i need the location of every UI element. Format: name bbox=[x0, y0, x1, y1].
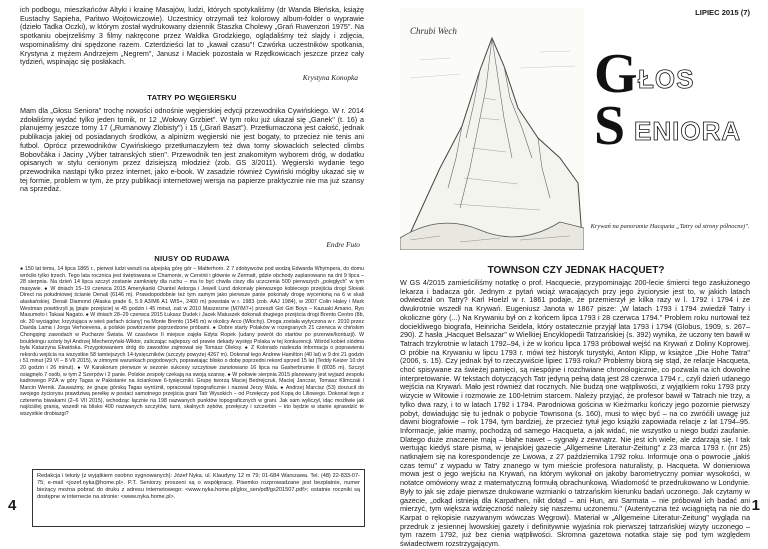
right-page bbox=[384, 0, 768, 549]
left-page bbox=[0, 0, 384, 543]
krywan-panorama-illustration bbox=[400, 8, 584, 250]
news-title: NIUSY OD RUDAWA bbox=[154, 254, 230, 263]
logo-letter-g: G bbox=[594, 43, 638, 105]
editorial-footer-text: Redakcja i teksty (z wyjątkiem osobno sygnowanych): Józef Nyka. ul. Klaudyny 12 m 79; 01-684 Warszawa. Tel. (48) 22-833-07-75; e-mail <jozef.nyka@home.pl>. P.T. Seniorzy proszeni są o współpracę. Pisemko rozprowadzane jest bezpłatnie, numer bieżący można pobrać do druku z adresu internetowego: <www.nyka.home.pl/glos_sen/pdf/gs201507.pdf>; ostatnie roczniki są dostępne w internecie na stronie: <www.nyka.home.pl>. bbox=[37, 473, 360, 500]
tatry-title: TATRY PO WĘGIERSKU bbox=[147, 93, 237, 102]
intro-section bbox=[20, 6, 364, 67]
glos-seniora-logo bbox=[594, 43, 754, 168]
right-page-number: 1 bbox=[751, 497, 760, 514]
image-inscription: Chrubi Wech bbox=[410, 26, 457, 36]
news-section bbox=[20, 266, 364, 418]
tatry-title-wrap bbox=[20, 93, 364, 102]
logo-letter-s: S bbox=[594, 95, 626, 157]
tatry-section bbox=[20, 107, 364, 194]
intro-signature-wrap bbox=[20, 73, 358, 82]
tatry-signature-wrap bbox=[20, 240, 360, 249]
image-caption: Krywań na panoramie Hacqueta „Tatry od strony północnej". bbox=[590, 223, 750, 230]
tatry-text: Mam dla „Głosu Seniora" trochę nowości odnośnie węgierskiej edycji przewodnika Cywińskiego. W r. 2014 zdołaliśmy wydać tylko jeden tomik, nr 12 „Wołowy Grzbiet". W tym roku już ukazał się „Ganek" (t. 16) a planujemy jeszcze tomy 17 („Rumanowy Zlobisty") i 15 („Grań Baszt"). Przetłumaczona jest całość, jednak publikacja jakiej od posiadanych środków, a alpinizm węgierski nie jest bogaty, to przecież nie tenis ani futbol. Oprócz przewodników Cywińskiego przetłumaczyłem też dwa tomy słowackich selected climbs Bobovčáka i Jaciny „Výber tatranských stien". Przewodnik ten jest znakomitym wyborem dróg, w dodatku opisanych w stylu cenionym przez dzisiejszą młodzież (zob. GS 3/2011). Węgierski wydanie tego przewodnika nastąpi tylko przez internet, jako e-book. W zasadzie również Cywiński mógłby ukazać się w tej formie, problem w tym, że przy publikacji internetowej wersja na papierze praktycznie nie ma już szansy na sprzedaż. bbox=[20, 106, 364, 194]
logo-word-seniora: ENIORA bbox=[634, 116, 742, 146]
article-text: W GS 4/2015 zamieściliśmy notatkę o prof. Hacquecie, przypominając 200-lecie śmierci tego zasłużonego lekarza i badacza gór. Jednym z pytań wciąż wracających przy jego życiorysie jest to, w jakich latach odwiedzał on Tatry? Karl Hoelzl w r. 1861 podaje, że przemierzył je kilka razy w l. 1792 i 1794 i że dwukrotnie wszedł na Krywań. Eugeniusz Janota w 1867 pisze: „W latach 1793 i 1794 zwiedził Tatry i okoliczne góry (...) Na Krywaniu był on z końcem lipca 1793 i 28 czerwca 1794." Problem roku nurtował też dociekliwego biografa, Heinricha Seidela, który ostatecznie przyjął lata 1793 i 1794 (Globus, 1909, s. 267–290). Z hasła „Hacquet Belsazar" w Wielkiej Encyklopedii Tatrzańskiej (s. 392) wynika, że uczony ten bawił w Tatrach trzykrotnie w latach 1792–94, i że w końcu lipca 1793 próbował wejść na Krywań z Doliny Koprowej. O próbie na Krywaniu w lipcu 1793 r. mówi też historyk turystyki, Anton Klipp, w książce „Die Hohe Tatra" (2006, s. 15). Czy jednak był to rzeczywiście lipiec 1793 roku? Problemy biorą się stąd, że relacje Hacqueta, choć spisywane za świeżej pamięci, są niespójne i rozchwiane chronologicznie, co pozwala na ich dowolne interpretowanie. W tekstach dotyczących Tatr jedyną pełną datą jest 28 czerwca 1794 r., czyli dzień udanego wejścia na Krywań. Mało jest również dat rocznych. Nie budzą one wątpliwości, z wyjątkiem roku 1793 przy wizycie w Witowie i rozmowie ze 100-letnim starcem. Należy przyjąć, że profesor bawił w Tatrach nie trzy, a tylko dwa razy, i to w latach 1792 i 1794. Parodniowa gościna w Kieżmarku kończy jego pozornie pierwszy pobyt, dowiadując się tu jednak o pobycie Townsona (s. 160), musi to więc być – na co zwróćili uwagę już dawni biografowie – rok 1794, tym bardziej, że przecież tytuł jego książki zapowiada relacje z lat 1794–95. Informacje, jakie mamy, pochodzą od samego Hacqueta, a jak widać, nie wszystko u niego budzi zaufanie. Dlatego duże znaczenie mają – błahe nawet – sygnały z zewnątrz. Nie jest ich wiele, ale zdarzają się. I tak wertując kiedyś stare pisma, w jenajskiej gazecie „Allgemeine Literatur-Zeitung" z 23 marca 1793 r. (nr 25) natknąłem się na korespondencje ze Lwowa, z 27 października 1792 roku. Informuje ona o powrocie „jakiś czas temu" z wypadu w Tatry znanego w tym mieście profesora naturalisty, p. Hacqueta. W donieniowa mowa jest o jego wejściu na Krywań, na którym wykonał on jakoby barometryczny pomiar wysokości, w notatce omówiony wraz z matematyczną formułą obrachunkową. Wiadomość te przedrukowano w Londynie. Były to jak się zdaje pierwsze drukowane wzmianki o tatrzańskim kierunku badań uczonego. Jak czytamy w gazecie, „odkąd istnieją dla Karpathen, nikt dotąd – ani Hun, ani Sarmata – nie próbował ich badać ani mierzyć, tym większa wdzięczność należy się naszemu uczonemu." (Autentyczna też wciągniętą na nie do Karpat o rękopisie nazywanym wówczas Węgrowi). Materiał w „Allgemeine Literatur-Zeitung" wygląda na przedruk z jesiennej lwowskiej gazety i definitywnie wyjaśnia rok pierwszej tatrzańskiej wizyty uczonego – tym razem 1792, już bez cienia wątpliwości. Skromna gazetowa notatka staje się pod tym względem świadectwem rozstrzygającym. bbox=[400, 278, 750, 549]
news-title-wrap bbox=[20, 254, 364, 263]
logo-word-glos: ŁOS bbox=[638, 64, 695, 94]
intro-signature: Krystyna Konopka bbox=[302, 73, 358, 82]
issue-date: LIPIEC 2015 (7) bbox=[695, 8, 750, 17]
article-title: TOWNSON CZY JEDNAK HACQUET? bbox=[487, 265, 665, 276]
left-page-number: 4 bbox=[8, 497, 17, 514]
editorial-footer-box bbox=[32, 469, 365, 527]
intro-text: ich podbogu, mieszkańców Altyki i krainę Masajów, ludzi, których spotykaliśmy (dr Wanda Błeńska, książę Eustachy Sapieha, Pańtwo Wojtowiczowie). Uczestnicy otrzymali też kolorowy album-folder o wyprawie (dzieło Tadka Oczki), w którym został wydrukowany dziennik Staszka Cholewy „Grań Ruwenzori 1975". Na spotkaniu obejrzeliśmy 3 filmy nakręcone przez Waldka Grodzkiego, oglądaliśmy też slajdy i zdjęcia, wspominaliśmy dni spędzone razem. Czterdzieści lat to „kawał czasu"! Czwórka uczestników spotkania, Krystyna z mężem Andrzejem „Negrem", Janusz i Maciek pozostała w Rzędkowicach jeszcze przez cały tydzień, wspinając się posłakach. bbox=[20, 5, 364, 67]
news-text: ● 150 lat temu, 14 lipca 1865 r., pierwsi ludzi weszli na alpejską górę gór – Matterhorn. Z 7 zdobywców pod wodzą Edwarda Whympera, do domu wróciło tylko trzech. Tego lata rocznica jest świętowana w Chamonix, w Cervinii i głównie w Zermatt, gdzie obchody zaplanowano na dni 9 lipca – 28 sierpnia. Na dzień 14 lipca szczyt zostanie zamknięty dla ruchu – ma to być chwila ciszy dla uczczenia 500 pierwszych „poległych" w tym masywie. ● W dniach 15–19 czerwca 2015 Amerykanki Chantel Astorga i Jewell Lund dokonały pierwszego kobiecego przejścia drogi Slovak Direct na południowej ścianie Denali (6146 m). Prawdopodobnie też tym samym jako pierwsze panie pokonały drogę wycenioną na 6 w skali alaskańskiej. Denali Diamond (Alaska grade 6, 5.9 A3/M6 A1 WI5+, 2400 m) powstała w r. 1983 (zob. AAJ 1984), w 2007 Colin Haley i Mark Westman powtórzyli ją (piąte przejście) w 45 godzin i 45 minut, zaś w 2010 Maszerzne (M7/M7+) przeszli Giri Giri Boys – Kazuaki Amano, Ryo Masumoto i Takaai Nagato. ● W dniach 28–29 czerwca 2015 Łukasz Dudek i Jacek Matuszek dokonali drugiego przejścia drogi Brento Centro (8b, ok. 30 wyciągów; krzyżująca w wieś parfach ściany) na Monte Brento (1545 m) w okolicy Arco (Włochy). Droga została wytyczona w r. 2010 przez Davida Lama i Jorga Verhoevena, a polskie powtórzenie poprzedzone próbami. ● Dobre starty Polaków w rozegranych 21 czerwca w chińskim Chongqing zawodach w Pucharze Świata. W czasówce II miejsce zajęła Edyta Ropek (udany powrót do startów po przerwie/kontuzji). W bouldeingu szósty był Andrzej Mecherzyński-Wiktor, zaliczając najlepszy od prawie dekady występ Polaka w tej konkurencji. Wśród kobiet siódma była Katarzyna Ekwińska. Przygotowaniem dróg do zawodów zajmował się Tomasz Oleksy. ● Z Kolorado nadeszła informacja o poprawieniu rekordu wejścia na wszystkie 58 tamtejszych 14-tysięczników (szczyty powyżej 4267 m). Dokonał tego Andrew Hamilton (40 lat) w 9 dni 21 godzin i 51 minut (29 VI – 8 VII 2015), w zimnymi warunkach pogodowych, poprawiając blisko o dobę poprzedni rekord sprzed 15 lat (Teddy Keizer 10 dni 20 godzin i 26 minut). ● W Karakorum pierwsze w sezonie sukcesy szczytowe zanotowano 16 lipca na Gasherbrumie II (8035 m). Szczyt osiągnęło 7 osób, w tym 2 Szerpów i 2 panie. Polskie zespoły czekają na swoją szansę. ● W połowie sierpnia 2015 planowany jest wyjazd zespołu kadrowego PZA w góry Tagas w Pakistanie na ściankowe 6-tysięczniki. Grupę tworzą Maciej Bedrejczuk, Maciej Janczar, Tomasz Klimczak i Marcin Wernik. Zauważmy, że grupę górską Tagas wyróżnił, opracował topograficznie i nazwał Jerzy Wala. ● Andrzej Marcisz (53) dorzucił do swojego życiorysu prawdziwą perełkę w postaci samotnego przejścia grani Tatr Wysokich – od Przełęczy pod Kopą do Liliowego. Dokonał tego z czterema biwakami (2–6 VII 2015), wchodząc łącznie na 198 nazwanych punktów topograficznych w grani. Jak sam wyliczył, idąc możliwie jak najściślej granią, wszedł na blisko 400 nazwanych szczytów, turni, skalnych zębów, przełęczy i szczerbin – kto będzie w stanie sprawdzić te wszystkie drobiazgi? bbox=[20, 266, 364, 418]
article-section bbox=[400, 279, 750, 549]
tatry-signature: Endre Futo bbox=[326, 240, 360, 249]
